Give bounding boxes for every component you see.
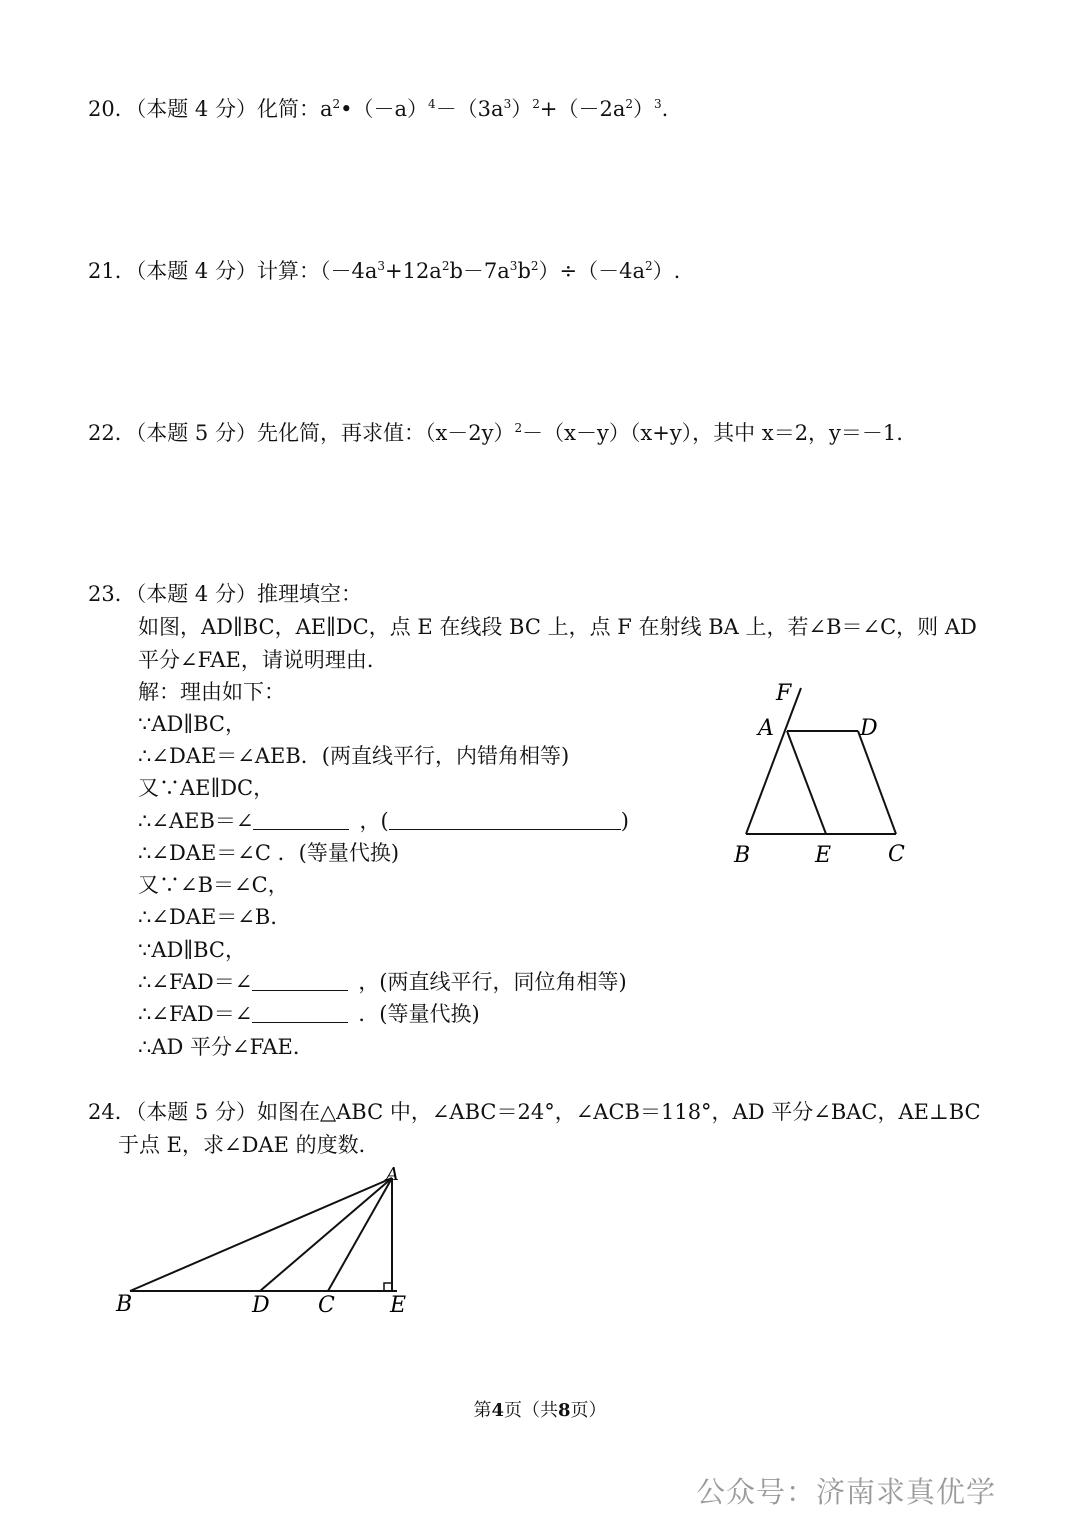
answer-blank[interactable] (252, 968, 348, 991)
q23-step-5: ∴∠DAE＝∠C ．(等量代换) (138, 841, 400, 865)
answer-blank[interactable] (253, 807, 349, 830)
label-E: E (815, 843, 832, 868)
expr-part: b (517, 259, 531, 283)
q24-stem-line-2: 于点 E，求∠DAE 的度数． (118, 1133, 380, 1157)
label-A: A (386, 1164, 399, 1185)
segment-AB (130, 1178, 392, 1291)
q23-step-3: 又∵AE∥DC， (138, 776, 275, 800)
expr-part: +（－2a (539, 97, 626, 121)
question-20 (88, 94, 668, 124)
expr-sup: 2 (514, 421, 523, 435)
q23-number: 23． (88, 582, 136, 606)
segment-AC (328, 1178, 392, 1291)
segment-AE (787, 731, 826, 834)
q23-stem-line-2: 平分∠FAE，请说明理由． (138, 648, 388, 672)
q21-expression (320, 259, 680, 283)
q23-step-6: 又∵∠B＝∠C， (138, 873, 289, 897)
reason-blank[interactable] (389, 807, 621, 830)
q20-expression (320, 97, 668, 121)
q23-step-9 (138, 967, 627, 997)
expr-part: b－7a (449, 259, 510, 283)
page-footer (0, 1396, 1080, 1422)
step-text: ∴∠FAD＝∠ (138, 970, 253, 994)
expr-part: －（3a (435, 97, 504, 121)
label-A: A (758, 716, 774, 741)
label-D: D (860, 716, 878, 741)
segment-BF (746, 688, 801, 834)
segment-AD (260, 1178, 392, 1291)
watermark: 公众号：济南求真优学 (696, 1475, 997, 1509)
label-C: C (888, 842, 905, 867)
q23-figure (720, 672, 920, 872)
q22-score: （本题 5 分） (135, 421, 257, 445)
expr-part: （－4a (319, 259, 378, 283)
footer-text: 页） (570, 1400, 607, 1421)
total-pages: 8 (558, 1400, 571, 1421)
expr-part: ） (632, 97, 654, 121)
q20-number: 20． (88, 97, 136, 121)
q23-step-4 (138, 806, 629, 836)
footer-text: 页（共 (504, 1400, 558, 1421)
question-24 (88, 1097, 981, 1127)
expr-sup: 2 (645, 259, 653, 273)
expr-sup: 3 (509, 259, 518, 273)
q24-score: （本题 5 分） (135, 1100, 257, 1124)
expr-part: （x－2y） (424, 421, 515, 445)
expr-sup: 2 (532, 97, 540, 111)
q21-score: （本题 4 分） (135, 259, 257, 283)
label-E: E (390, 1293, 407, 1318)
q24-number: 24． (88, 1100, 136, 1124)
label-B: B (116, 1292, 133, 1317)
q23-stem-line-1: 如图，AD∥BC，AE∥DC，点 E 在线段 BC 上，点 F 在射线 BA 上，若∠B＝∠C，则 AD (138, 615, 977, 639)
expr-sup: 4 (428, 97, 436, 111)
expr-part: +12a (384, 259, 442, 283)
expr-sup: 2 (441, 259, 450, 273)
q23-step-1: ∵AD∥BC， (138, 712, 246, 736)
question-21 (88, 256, 680, 286)
expr-part: ） (511, 97, 533, 121)
q20-score: （本题 4 分） (135, 97, 257, 121)
q22-prompt: 先化简，再求值： (256, 421, 425, 445)
q21-prompt: 计算： (256, 259, 320, 283)
step-text: ，( (359, 809, 389, 833)
question-23 (88, 579, 362, 609)
q22-expression (425, 421, 903, 445)
expr-part: . (661, 97, 669, 121)
expr-sup: 2 (530, 259, 539, 273)
step-text: ) (620, 809, 629, 833)
expr-part: a (319, 97, 333, 121)
q23-step-8: ∵AD∥BC， (138, 938, 246, 962)
q23-prompt: 推理填空： (256, 582, 362, 606)
segment-DC (858, 731, 896, 834)
q23-step-11: ∴AD 平分∠FAE． (138, 1035, 314, 1059)
label-D: D (252, 1293, 270, 1318)
expr-part: ）÷（－4a (538, 259, 646, 283)
step-text: ，(两直线平行，同位角相等) (358, 970, 627, 994)
expr-sup: 2 (332, 97, 341, 111)
q23-step-10 (138, 999, 480, 1029)
step-text: ∴∠FAD＝∠ (138, 1002, 253, 1026)
step-text: ．(等量代换) (358, 1002, 480, 1026)
expr-part: －（x－y）（x+y），其中 x＝2，y＝－1. (522, 421, 903, 445)
q22-number: 22． (88, 421, 136, 445)
expr-part: •（－a） (340, 97, 429, 121)
expr-sup: 2 (625, 97, 633, 111)
q23-step-7: ∴∠DAE＝∠B． (138, 905, 292, 929)
answer-blank[interactable] (252, 1000, 348, 1023)
q24-stem-line-1: 如图在△ABC 中，∠ABC＝24°，∠ACB＝118°，AD 平分∠BAC，AE⊥BC (256, 1100, 981, 1124)
expr-sup: 3 (377, 259, 385, 273)
question-22 (88, 418, 903, 448)
step-text: ∴∠AEB＝∠ (138, 809, 254, 833)
q24-figure (100, 1160, 420, 1320)
expr-part: ）. (652, 259, 681, 283)
label-B: B (734, 843, 751, 868)
footer-text: 第 (473, 1400, 492, 1421)
q20-prompt: 化简： (256, 97, 320, 121)
label-F: F (776, 681, 792, 706)
label-C: C (318, 1293, 335, 1318)
q23-score: （本题 4 分） (135, 582, 257, 606)
current-page: 4 (491, 1400, 504, 1421)
q21-number: 21． (88, 259, 136, 283)
expr-sup: 3 (503, 97, 512, 111)
right-angle-mark (384, 1283, 392, 1291)
q23-step-2: ∴∠DAE＝∠AEB．(两直线平行，内错角相等) (138, 744, 570, 768)
expr-sup: 3 (653, 97, 662, 111)
q23-solution-heading: 解：理由如下： (138, 680, 285, 704)
